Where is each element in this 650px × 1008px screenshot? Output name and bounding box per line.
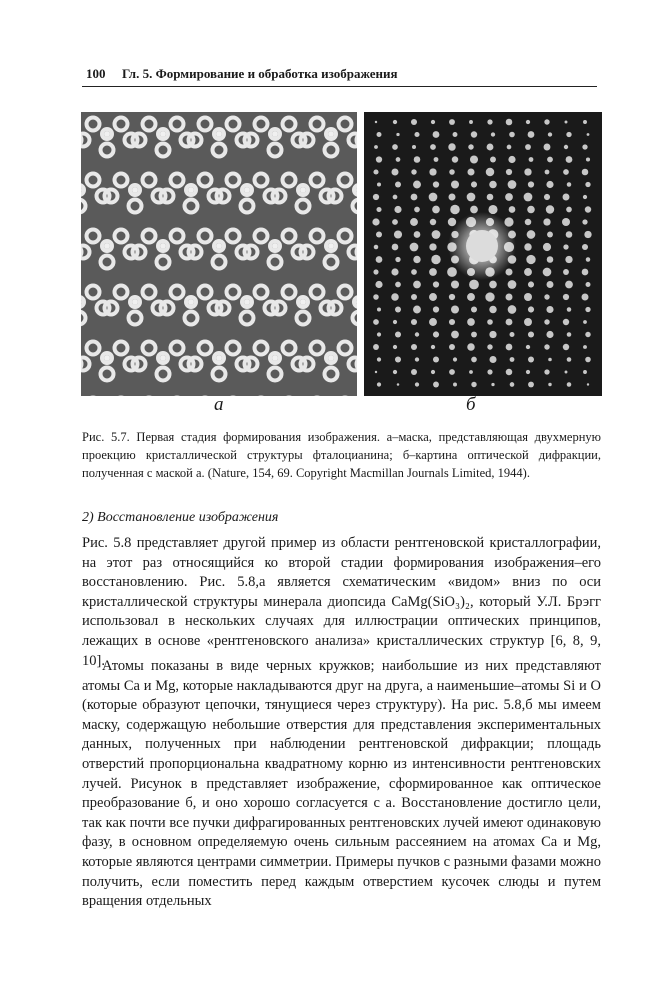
body-paragraph-1: Рис. 5.8 представляет другой пример из области рентгеновской кристаллографии, на этот раз относящийся ко второй стадии формирования изображения–его восстановлению. Рис. 5.8,а является схематическим «видом» вниз по оси кристаллической структуры минерала диопсида CaMg(SiO₃)₂, который У.Л. Брэгг использовал в нескольких случаях для иллюстрации оптических принципов, лежащих в основе «рентгеновского анализа» кристаллических структур [6, 8, 9, 10].	[82, 535, 601, 669]
figure-caption: Рис. 5.7. Первая стадия формирования изображения. а–маска, представляющая двухмерную проекцию кристаллической структуры фталоцианина; б–картина оптической дифракции, полученная с маской а. (Nature, 154, 69. Copyright Macmillan Journals Limited, 1944).	[82, 430, 601, 480]
figure-label-a: а	[214, 394, 224, 415]
section-title: 2) Восстановление изображения	[82, 510, 279, 525]
body-paragraph-2: Атомы показаны в виде черных кружков; наибольшие из них представляют атомы Ca и Mg, которые накладываются друг на друга, а наименьшие–атомы Si и O (которые образуют цепочки, тянущиеся через структуру). На рис. 5.8,б мы имеем маску, содержащую небольшие отверстия для представления экспериментальных данных, полученных при наблюдении рентгеновской дифракции; площадь отверстий пропорциональна квадратному корню из интенсивности рентгеновских лучей. Рисунок в представляет изображение, сформированное как оптическое преобразование б, и оно хорошо согласуется с а. Восстановление достигло цели, так как почти все пучки дифрагированных рентгеновских лучей имеют одинаковую фазу, в основном определяемую очень сильным рассеянием на атомах Ca и Mg, которые являются центрами симметрии. Примеры пучков с разными фазами можно получить, если поместить перед каждым отверстием кусочек слюды и путем вращения отдельных	[82, 658, 601, 910]
page-number: 100	[86, 66, 106, 81]
running-header	[82, 64, 597, 87]
phthalocyanine-mask-pattern	[81, 112, 357, 396]
figure-b-diffraction-image	[364, 112, 602, 396]
figure-a-mask-image	[81, 112, 357, 396]
diffraction-pattern	[364, 112, 602, 396]
figure-label-b: б	[466, 394, 476, 415]
chapter-title: Гл. 5. Формирование и обработка изображения	[122, 66, 398, 81]
